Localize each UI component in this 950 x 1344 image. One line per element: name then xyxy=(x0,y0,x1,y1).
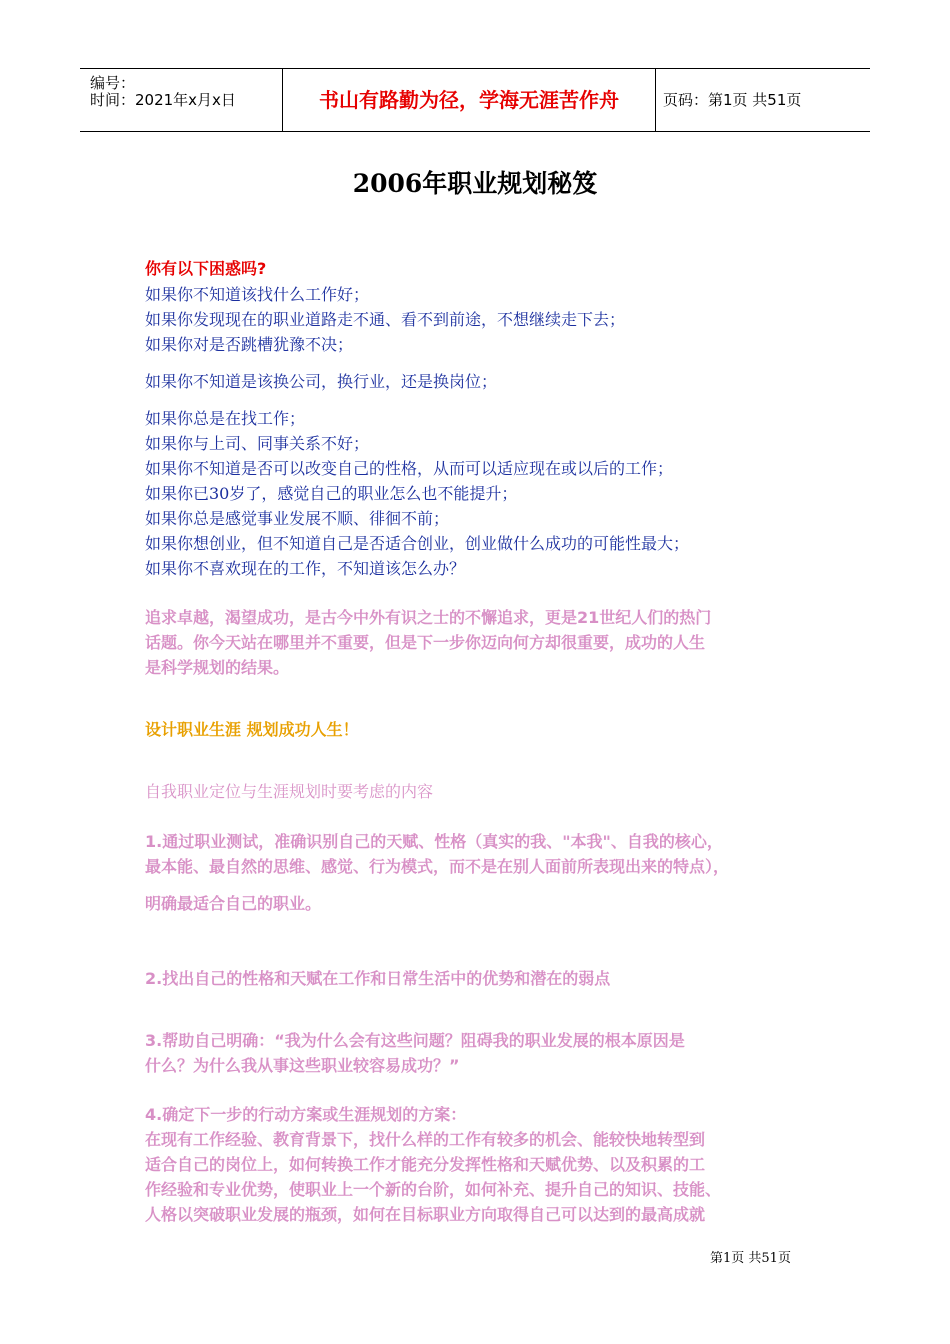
question-item: 如果你想创业，但不知道自己是否适合创业，创业做什么成功的可能性最大； xyxy=(145,534,690,553)
point-4-line: 作经验和专业优势，使职业上一个新的台阶，如何补充、提升自己的知识、技能、 xyxy=(145,1180,722,1199)
question-item: 如果你已30岁了，感觉自己的职业怎么也不能提升； xyxy=(145,484,518,503)
question-item: 如果你总是感觉事业发展不顺、徘徊不前； xyxy=(145,509,450,528)
point-2: 2.找出自己的性格和天赋在工作和日常生活中的优势和潜在的弱点 xyxy=(145,969,611,988)
question-item: 如果你发现现在的职业道路走不通、看不到前途，不想继续走下去； xyxy=(145,310,626,329)
intro-line: 话题。你今天站在哪里并不重要，但是下一步你迈向何方却很重要，成功的人生 xyxy=(145,633,706,652)
page-header xyxy=(80,68,870,132)
point-4-line: 适合自己的岗位上，如何转换工作才能充分发挥性格和天赋优势、以及积累的工 xyxy=(145,1155,706,1174)
question-heading: 你有以下困惑吗? xyxy=(145,259,267,278)
doc-time-label: 时间：2021年x月x日 xyxy=(90,91,236,109)
point-1-line: 明确最适合自己的职业。 xyxy=(145,894,322,913)
slogan: 设计职业生涯 规划成功人生！ xyxy=(145,720,359,739)
doc-code-label: 编号： xyxy=(90,74,136,92)
page-footer: 第1页 共51页 xyxy=(710,1251,791,1266)
question-item: 如果你不知道是该换公司，换行业，还是换岗位； xyxy=(145,372,498,391)
point-3-line: 什么？为什么我从事这些职业较容易成功？” xyxy=(145,1056,460,1075)
point-1-line: 1.通过职业测试，准确识别自己的天赋、性格（真实的我、"本我"、自我的核心， xyxy=(145,832,723,851)
header-page-label: 页码：第1页 共51页 xyxy=(663,91,802,109)
document-title: 2006年职业规划秘笈 xyxy=(352,169,598,198)
section-heading: 自我职业定位与生涯规划时要考虑的内容 xyxy=(145,782,434,801)
point-4-line: 在现有工作经验、教育背景下，找什么样的工作有较多的机会、能较快地转型到 xyxy=(145,1130,706,1149)
question-item: 如果你不知道该找什么工作好； xyxy=(145,285,370,304)
header-motto-cell xyxy=(282,69,656,131)
point-1-line: 最本能、最自然的思维、感觉、行为模式，而不是在别人面前所表现出来的特点）， xyxy=(145,857,730,876)
point-3-line: 3.帮助自己明确：“我为什么会有这些问题？阻碍我的职业发展的根本原因是 xyxy=(145,1031,685,1050)
question-item: 如果你总是在找工作； xyxy=(145,409,306,428)
question-item: 如果你对是否跳槽犹豫不决； xyxy=(145,335,354,354)
question-item: 如果你不喜欢现在的工作，不知道该怎么办？ xyxy=(145,559,466,578)
point-4-line: 4.确定下一步的行动方案或生涯规划的方案： xyxy=(145,1105,467,1124)
question-item: 如果你与上司、同事关系不好； xyxy=(145,434,370,453)
intro-line: 是科学规划的结果。 xyxy=(145,658,290,677)
header-motto: 书山有路勤为径，学海无涯苦作舟 xyxy=(319,88,619,112)
question-item: 如果你不知道是否可以改变自己的性格，从而可以适应现在或以后的工作； xyxy=(145,459,674,478)
intro-line: 追求卓越，渴望成功，是古今中外有识之士的不懈追求，更是21世纪人们的热门 xyxy=(145,608,712,627)
header-page-cell xyxy=(655,69,870,131)
point-4-line: 人格以突破职业发展的瓶颈，如何在目标职业方向取得自己可以达到的最高成就 xyxy=(145,1205,706,1224)
header-meta-cell xyxy=(80,69,282,131)
